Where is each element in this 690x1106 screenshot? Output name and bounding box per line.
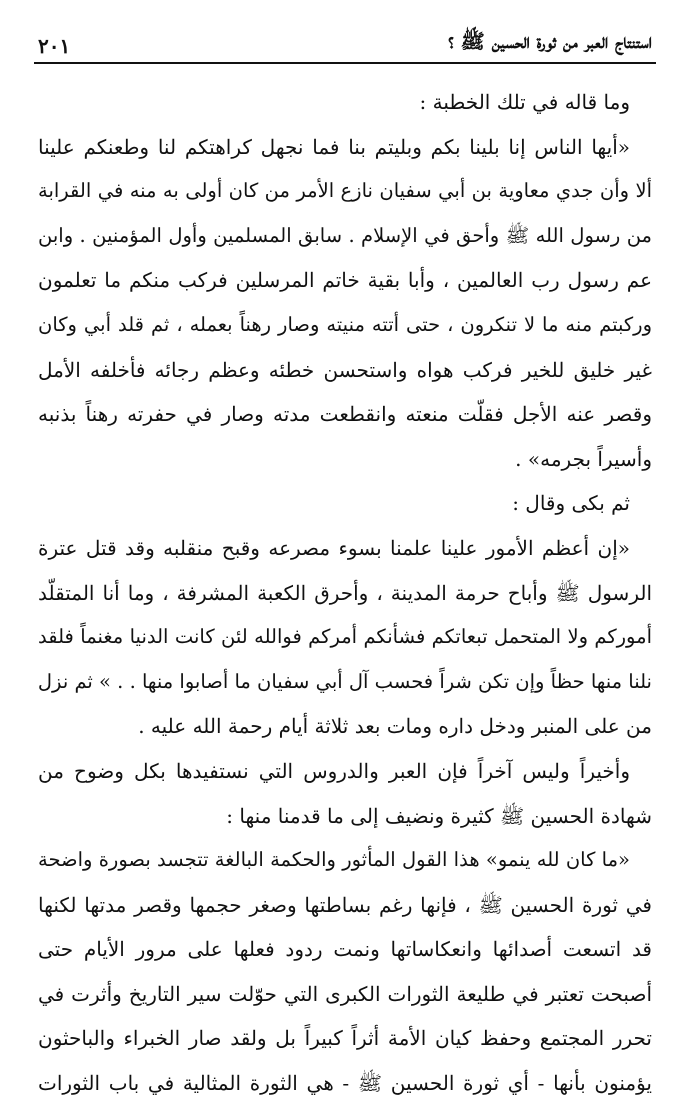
text-line: قد اتسعت أصدائها وانعكاساتها ونمت ردود فعلها على مرور الأيام حتى [38, 937, 652, 962]
text-line: ألا وأن جدي معاوية بن أبي سفيان نازع الأمر من كان أولى به منه في القرابة [38, 179, 652, 203]
text-line: «إن أعظم الأمور علينا علمنا بسوء مصرعه وقبح منقلبه وقد قتل عترة [38, 535, 630, 560]
text-line: «أيها الناس إنا بلينا بكم وبليتم بنا فما نجهل كراهتكم لنا وطعنكم علينا [38, 134, 630, 159]
header-rule [34, 62, 656, 64]
text-line: يؤمنون بأنها - أي ثورة الحسين ﷺ - هي الثورة المثالية في باب الثورات [38, 1071, 652, 1096]
text-body [38, 80, 652, 1106]
text-line: أموركم ولا المتحمل تبعاتكم فشأنكم أمركم فوالله لئن كانت الدنيا مغنماً فلقد [38, 625, 652, 649]
text-line: وركبتم منه ما لا تنكرون ، حتى أتته منيته وصار رهناً بعمله ، ثم قلد أبي وكان [38, 312, 652, 336]
text-line: غير خليق للخير فركب هواه واستحسن خطئه وعظم رجائه فأخلفه الأمل [38, 357, 652, 382]
text-line: «ما كان لله ينمو» هذا القول المأثور والحكمة البالغة تتجسد بصورة واضحة [38, 848, 630, 872]
page-number: ٢٠١ [38, 34, 71, 58]
text-line: وقصر عنه الأجل فقلّت منعته وانقطعت مدته وصار في حفرته رهناً بذنبه [38, 402, 652, 427]
running-title: استنتاج العبر من ثورة الحسين ﷺ ؟ [448, 29, 652, 53]
text-line: وأسيراً بجرمه» . [515, 446, 652, 471]
running-head [38, 22, 652, 58]
text-line: ثم بكى وقال : [512, 491, 630, 516]
text-line: وما قاله في تلك الخطبة : [419, 90, 630, 114]
text-line: عم رسول رب العالمين ، وأبا بقية خاتم المرسلين فركب منكم ما تعلمون [38, 268, 652, 293]
text-line: نلنا منها حظاً وإن تكن شراً فحسب آل أبي سفيان ما أصابوا منها . . » ثم نزل [38, 669, 652, 693]
text-line: الرسول ﷺ وأباح حرمة المدينة ، وأحرق الكعبة المشرفة ، وما أنا المتقلّد [38, 580, 652, 605]
text-line: في ثورة الحسين ﷺ ، فإنها رغم بساطتها وصغر حجمها وقصر مدتها لكنها [38, 892, 652, 917]
text-line: أصبحت تعتبر في طليعة الثورات الكبرى التي حوّلت سير التاريخ وأثرت في [38, 981, 652, 1006]
text-line: شهادة الحسين ﷺ كثيرة ونضيف إلى ما قدمنا منها : [226, 803, 652, 828]
text-line: وأخيراً وليس آخراً فإن العبر والدروس التي نستفيدها بكل وضوح من [38, 758, 630, 783]
text-line: من رسول الله ﷺ وأحق في الإسلام . سابق المسلمين وأول المؤمنين . وابن [38, 223, 652, 247]
text-line: من على المنبر ودخل داره ومات بعد ثلاثة أيام رحمة الله عليه . [138, 714, 652, 739]
text-line: تحرر المجتمع وحفظ كيان الأمة أثراً كبيراً بل ولقد صار الخبراء والباحثون [38, 1026, 652, 1051]
